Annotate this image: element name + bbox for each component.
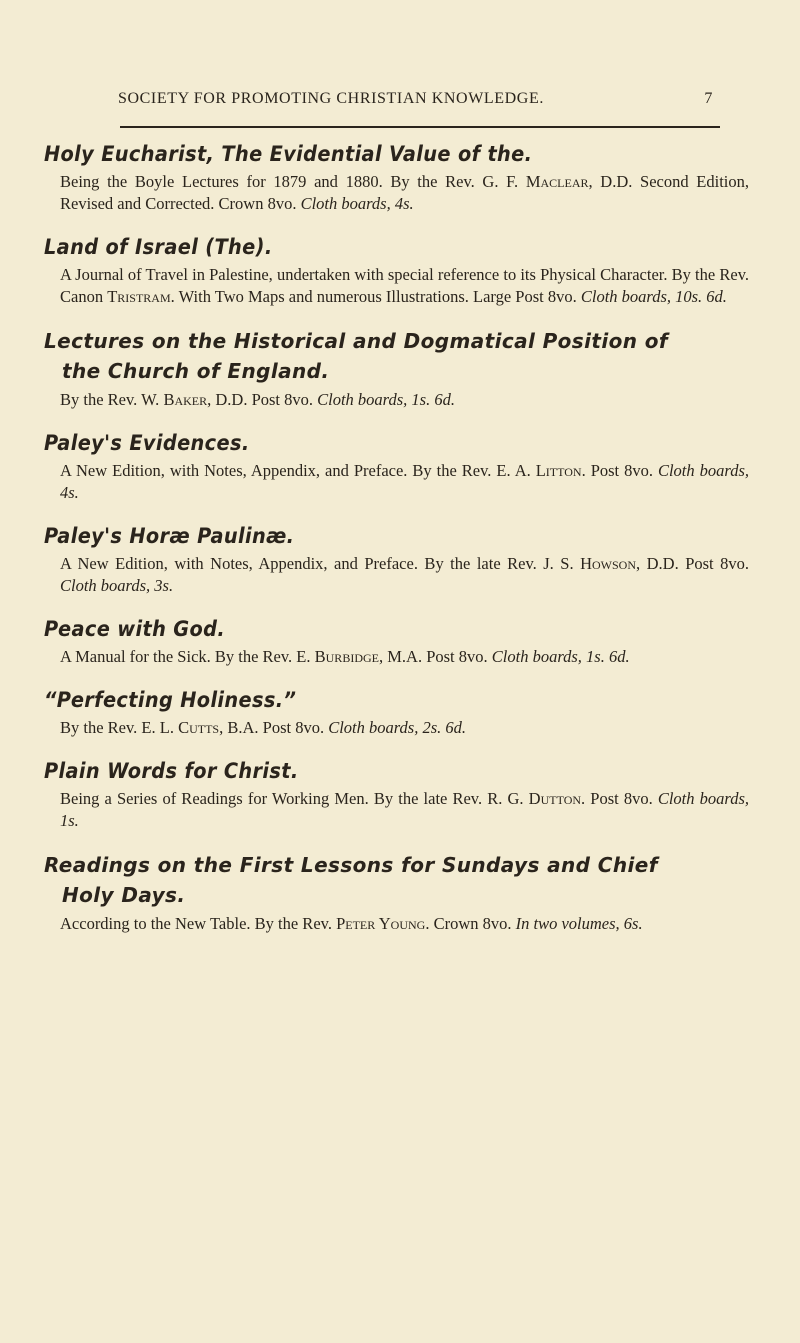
entry-title: “Perfecting Holiness.” [44, 688, 297, 712]
entry-description: A Manual for the Sick. By the Rev. E. Burbidge, M.A. Post 8vo. Cloth boards, 1s. 6d. [60, 647, 630, 666]
list-item [44, 757, 749, 832]
list-item [44, 233, 749, 308]
entry-binding: Cloth boards [657, 789, 745, 808]
entry-price: , 4s. [386, 194, 414, 213]
entry-binding: In two volumes [515, 914, 616, 933]
list-item [44, 326, 749, 411]
list-item [44, 615, 749, 668]
entry-price: , 1s. [60, 789, 749, 830]
entry-price: , 1s. 6d. [403, 390, 455, 409]
entry-author: Dutton [528, 789, 582, 808]
entry-description: According to the New Table. By the Rev. Peter Young. Crown 8vo. In two volumes, 6s. [60, 914, 643, 933]
list-item [44, 522, 749, 597]
header-rule [120, 126, 720, 128]
entry-title: Plain Words for Christ. [44, 759, 299, 783]
entry-price: , 10s. 6d. [666, 287, 727, 306]
running-title: SOCIETY FOR PROMOTING CHRISTIAN KNOWLEDGE. [118, 90, 544, 107]
entry-binding: Cloth boards [300, 194, 387, 213]
entry-title: Paley's Evidences. [44, 431, 250, 455]
entry-price: , 3s. [146, 576, 174, 595]
entry-author: Howson [580, 554, 637, 573]
page-number: 7 [704, 90, 713, 107]
entry-binding: Cloth boards [491, 647, 578, 666]
entry-author: Litton [535, 461, 582, 480]
entry-binding: Cloth boards [60, 576, 147, 595]
entry-list [44, 140, 749, 953]
entry-price: , 4s. [60, 461, 749, 502]
entry-title: Peace with God. [44, 617, 226, 641]
entry-title: Readings on the First Lessons for Sundays and Chief Holy Days. [44, 853, 658, 907]
list-item [44, 140, 749, 215]
list-item [44, 850, 749, 935]
list-item [44, 429, 749, 504]
entry-author: Baker [163, 390, 208, 409]
entry-price: , 6s. [615, 914, 643, 933]
entry-author: Cutts [178, 718, 220, 737]
entry-title: Holy Eucharist, The Evidential Value of the. [44, 142, 533, 166]
entry-author: Peter Young [336, 914, 426, 933]
entry-description: By the Rev. E. L. Cutts, B.A. Post 8vo. Cloth boards, 2s. 6d. [60, 718, 467, 737]
entry-description: A Journal of Travel in Palestine, undertaken with special reference to its Physical Character. By the Rev. Canon Tristram. With Two Maps and numerous Illustrations. Large Post 8vo. Cloth boards, 10s. 6d. [60, 265, 749, 306]
entry-binding: Cloth boards [657, 461, 745, 480]
entry-binding: Cloth boards [317, 390, 404, 409]
list-item [44, 686, 749, 739]
running-head [118, 90, 713, 108]
entry-description: Being the Boyle Lectures for 1879 and 1880. By the Rev. G. F. Maclear, D.D. Second Edition, Revised and Corrected. Crown 8vo. Cloth boards, 4s. [60, 172, 749, 213]
entry-description: Being a Series of Readings for Working Men. By the late Rev. R. G. Dutton. Post 8vo. Cloth boards, 1s. [60, 789, 749, 830]
entry-author: Tristram [107, 287, 171, 306]
entry-price: , 1s. 6d. [577, 647, 630, 666]
entry-title: Paley's Horæ Paulinæ. [44, 524, 295, 548]
entry-description: A New Edition, with Notes, Appendix, and Preface. By the Rev. E. A. Litton. Post 8vo. Cloth boards, 4s. [60, 461, 749, 502]
entry-title: Lectures on the Historical and Dogmatical Position of the Church of England. [44, 329, 668, 383]
entry-description: A New Edition, with Notes, Appendix, and Preface. By the late Rev. J. S. Howson, D.D. Post 8vo. Cloth boards, 3s. [60, 554, 749, 595]
entry-description: By the Rev. W. Baker, D.D. Post 8vo. Cloth boards, 1s. 6d. [60, 390, 455, 409]
entry-author: Burbidge [314, 647, 379, 666]
entry-author: Maclear [525, 172, 589, 191]
entry-price: , 2s. 6d. [414, 718, 467, 737]
entry-binding: Cloth boards [580, 287, 667, 306]
entry-binding: Cloth boards [328, 718, 415, 737]
entry-title: Land of Israel (The). [44, 235, 273, 259]
